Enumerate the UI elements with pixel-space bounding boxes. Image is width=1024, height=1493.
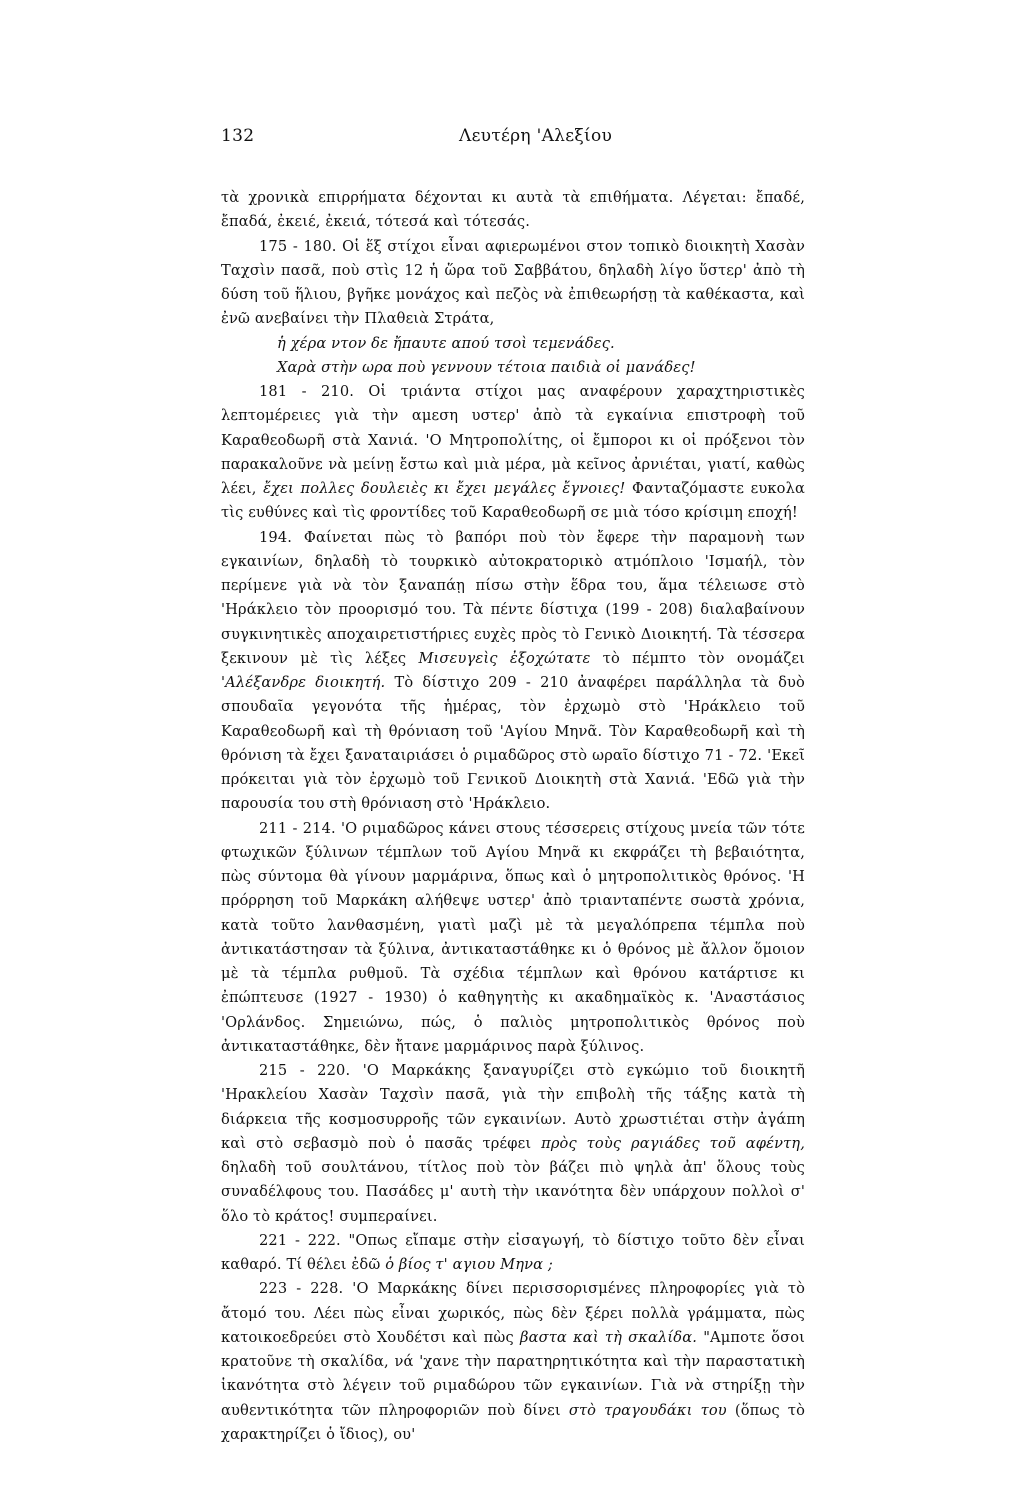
line-reference: 181 - 210. [259,383,355,400]
page-number: 132 [221,126,255,146]
body-text [221,186,805,1447]
paragraph: 221 - 222. "Οπως εἴπαμε στὴν εἰσαγωγή, τὸ δίστιχο τοῦτο δὲν εἶναι καθαρό. Τί θέλει ἐδῶ ὁ βίος τ' αγιου Μηνα ; [221,1231,806,1273]
line-reference: 194. [259,528,293,546]
running-title: Λευτέρη 'Αλεξίου [459,126,613,146]
paragraph: τὰ χρονικὰ επιρρήματα δέχονται κι αυτὰ τὰ επιθήματα. Λέγεται: ἔπαδέ, ἔπαδά, ἐκειέ, ἐκειά, τότεσά καὶ τότεσάς. [221,189,805,231]
line-reference: 175 - 180. [259,237,337,255]
paragraph: 181 - 210. Οἱ τριάντα στίχοι μας αναφέρουν χαραχτηριστικὲς λεπτομέρειες γιὰ τὴν αμεση υστερ' ἀπὸ τὰ εγκαίνια επιστροφὴ τοῦ Καραθεοδωρῆ στὰ Χανιά. 'Ο Μητροπολίτης, οἱ ἔμποροι κι οἱ πρόξενοι τὸν παρακαλοῦνε νὰ μείνῃ ἔστω καὶ μιὰ μέρα, μὰ κεῖνος ἀρνιέται, γιατί, καθὼς λέει, ἔχει πολλες δουλειὲς κι ἔχει μεγάλες ἔγνοιες! Φανταζόμαστε ευκολα τὶς ευθύνες καὶ τὶς φροντίδες τοῦ Καραθεοδωρῆ σε μιὰ τόσο κρίσιμη εποχή! [221,383,806,522]
line-reference: 223 - 228. [259,1280,344,1298]
line-reference: 215 - 220. [259,1062,351,1079]
line-reference: 221 - 222. [259,1231,341,1249]
paragraph: 194. Φαίνεται πὼς τὸ βαπόρι ποὺ τὸν ἔφερε τὴν παραμονὴ των εγκαινίων, δηλαδὴ τὸ τουρκικὸ αὐτοκρατορικὸ ατμόπλοιο 'Ισμαήλ, τὸν περίμενε γιὰ νὰ τὸν ξαναπάῃ πίσω στὴν ἕδρα του, ἅμα τέλειωσε στὸ 'Ηράκλειο τὸν προορισμό του. Τὰ πέντε δίστιχα (199 - 208) διαλαβαίνουν συγκινητικὲς αποχαιρετιστήριες ευχὲς πρὸς τὸ Γενικὸ Διοικητή. Τὰ τέσσερα ξεκινουν μὲ τὶς λέξες Μισευγεὶς ἐξοχώτατε τὸ πέμπτο τὸν ονομάζει 'Αλέξανδρε διοικητή. Τὸ δίστιχο 209 - 210 ἀναφέρει παράλληλα τὰ δυὸ σπουδαῖα γεγονότα τῆς ἡμέρας, τὸν ἐρχωμὸ στὸ 'Ηράκλειο τοῦ Καραθεοδωρῆ καὶ τὴ θρόνιαση τοῦ 'Αγίου Μηνᾶ. Τὸν Καραθεοδωρῆ καὶ τὴ θρόνιση τὰ ἔχει ξαναταιριάσει ὁ ριμαδῶρος στὸ ωραῖο δίστιχο 71 - 72. 'Εκεῖ πρόκειται γιὰ τὸν ἐρχωμὸ τοῦ Γενικοῦ Διοικητὴ στὰ Χανιά. 'Εδῶ γιὰ τὴν παρουσία του στὴ θρόνιαση στὸ 'Ηράκλειο. [221,528,806,813]
line-reference: 211 - 214. [259,819,336,837]
paragraph: 223 - 228. 'Ο Μαρκάκης δίνει περισσορισμένες πληροφορίες γιὰ τὸ ἄτομό του. Λέει πὼς εἶναι χωρικός, πὼς δὲν ξέρει πολλὰ γράμματα, πὼς κατοικοεδρεύει στὸ Χουδέτσι καὶ πὼς βαστα καὶ τὴ σκαλίδα. "Αμποτε ὅσοι κρατοῦνε τὴ σκαλίδα, νά 'χανε τὴν παρατηρητικότητα καὶ τὴν παραστατικὴ ἱκανότητα στὸ λέγειν τοῦ ριμαδώρου τῶν εγκαινίων. Γιὰ νὰ στηρίξῃ τὴν αυθεντικότητα τῶν πληροφοριῶν ποὺ δίνει στὸ τραγουδάκι του (ὅπως τὸ χαρακτηρίζει ὁ ἴδιος), ου' [221,1280,806,1443]
paragraph: 211 - 214. 'Ο ριμαδῶρος κάνει στους τέσσερεις στίχους μνεία τῶν τότε φτωχικῶν ξύλινων τέμπλων τοῦ Αγίου Μηνᾶ κι εκφράζει τὴ βεβαιότητα, πὼς σύντομα θὰ γίνουν μαρμάρινα, ὅπως καὶ ὁ μητροπολιτικὸς θρόνος. 'Η πρόρρηση τοῦ Μαρκάκη αλήθεψε υστερ' ἀπὸ τριανταπέντε σωστὰ χρόνια, κατὰ τοῦτο λανθασμένη, γιατὶ μαζὶ μὲ τὰ μεγαλόπρεπα τέμπλα ποὺ ἀντικατάστησαν τὰ ξύλινα, ἀντικαταστάθηκε κι ὁ θρόνος μὲ ἄλλον ὅμοιον μὲ τὰ τέμπλα ρυθμοῦ. Τὰ σχέδια τέμπλων καὶ θρόνου κατάρτισε κι ἐπώπτευσε (1927 - 1930) ὁ καθηγητὴς κι ακαδημαϊκὸς κ. 'Αναστάσιος 'Ορλάνδος. Σημειώνω, πώς, ὁ παλιὸς μητροπολιτικὸς θρόνος ποὺ ἀντικαταστάθηκε, δὲν ἤτανε μαρμάρινος παρὰ ξύλινος. [221,819,806,1055]
paragraph: 175 - 180. Οἱ ἕξ στίχοι εἶναι αφιερωμένοι στον τοπικὸ διοικητὴ Χασὰν Ταχσὶν πασᾶ, ποὺ στὶς 12 ἡ ὥρα τοῦ Σαββάτου, δηλαδὴ λίγο ὕστερ' ἀπὸ τὴ δύση τοῦ ἥλιου, βγῆκε μονάχος καὶ πεζὸς νὰ ἐπιθεωρήσῃ τὰ καθέκαστα, καὶ ἐνῶ ανεβαίνει τὴν Πλαθειὰ Στράτα, [221,237,805,328]
quoted-verse: ἡ χέρα ντον δε ἤπαυτε απού τσοὶ τεμενάδες. [277,334,615,352]
quoted-verse: Χαρὰ στὴν ωρα ποὺ γεννουν τέτοια παιδιὰ οἱ μανάδες! [277,358,696,376]
paragraph: 215 - 220. 'Ο Μαρκάκης ξαναγυρίζει στὸ εγκώμιο τοῦ διοικητῆ 'Ηρακλείου Χασὰν Ταχσὶν πασᾶ, γιὰ τὴν επιβολὴ τῆς τάξης κατὰ τὴ διάρκεια τῆς κοσμοσυρροῆς τῶν εγκαινίων. Αυτὸ χρωστιέται στὴν ἀγάπη καὶ στὸ σεβασμὸ ποὺ ὁ πασᾶς τρέφει πρὸς τοὺς ραγιάδες τοῦ αφέντη, δηλαδὴ τοῦ σουλτάνου, τίτλος ποὺ τὸν βάζει πιὸ ψηλὰ ἀπ' ὅλους τοὺς συναδέλφους του. Πασάδες μ' αυτὴ τὴν ικανότητα δὲν υπάρχουν πολλοὶ σ' ὅλο τὸ κράτος! συμπεραίνει. [221,1062,805,1225]
